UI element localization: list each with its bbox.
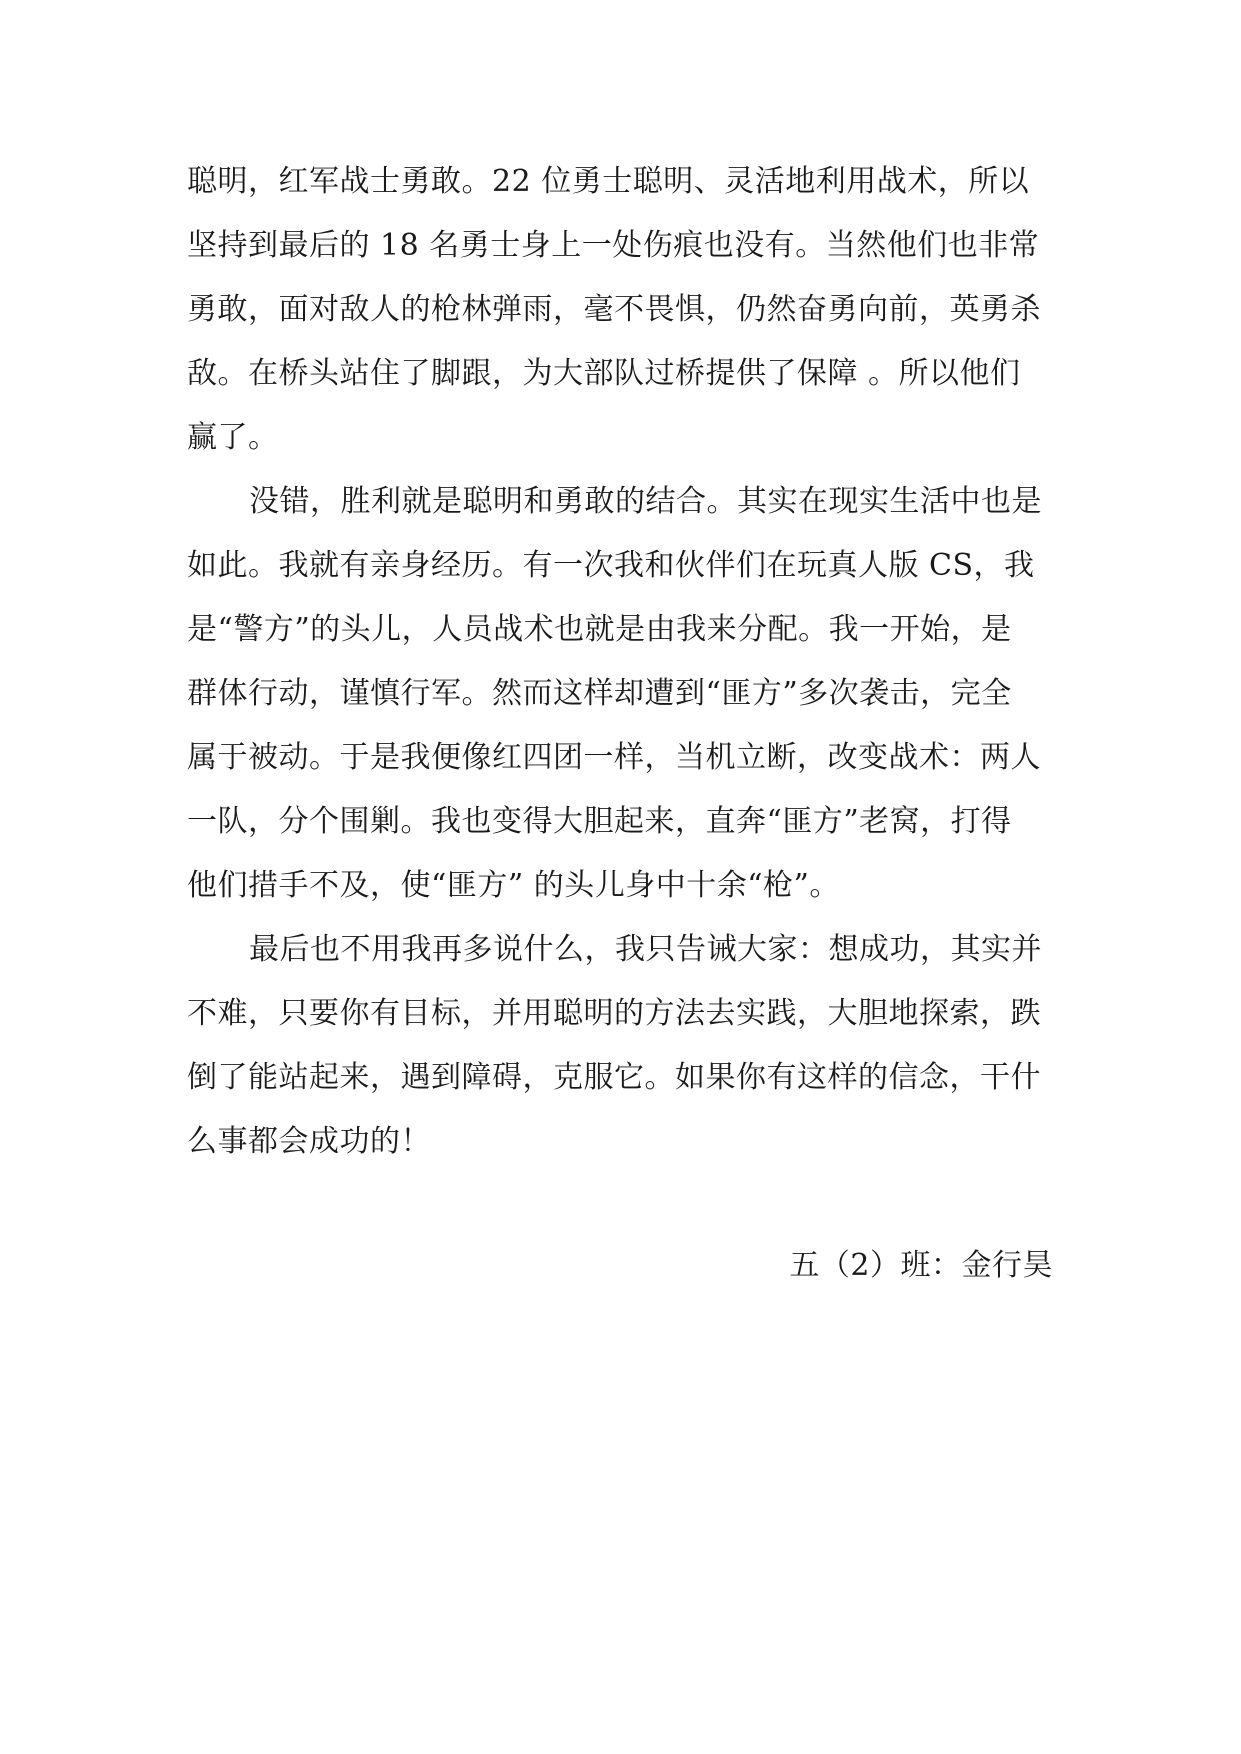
text-line: 是“警方”的头儿，人员战术也就是由我来分配。我一开始，是 bbox=[187, 612, 1012, 647]
text-line: 他们措手不及，使“匪方” 的头儿身中十余“枪”。 bbox=[187, 868, 840, 903]
text-line: 坚持到最后的 18 名勇士身上一处伤痕也没有。当然他们也非常 bbox=[187, 228, 1040, 263]
text-line: 属于被动。于是我便像红四团一样，当机立断，改变战术：两人 bbox=[187, 740, 1041, 775]
text-line: 一队，分个围剿。我也变得大胆起来，直奔“匪方”老窝，打得 bbox=[187, 804, 1012, 839]
text-line: 敌。在桥头站住了脚跟，为大部队过桥提供了保障 。所以他们 bbox=[187, 356, 1021, 391]
text-line: 群体行动，谨慎行军。然而这样却遭到“匪方”多次袭击，完全 bbox=[187, 676, 1012, 711]
text-line: 不难，只要你有目标，并用聪明的方法去实践，大胆地探索，跌 bbox=[187, 996, 1041, 1031]
text-line: 聪明，红军战士勇敢。22 位勇士聪明、灵活地利用战术，所以 bbox=[187, 164, 1030, 199]
text-line: 最后也不用我再多说什么，我只告诫大家：想成功，其实并 bbox=[249, 932, 1042, 967]
text-line: 赢了。 bbox=[187, 420, 279, 455]
text-line: 如此。我就有亲身经历。有一次我和伙伴们在玩真人版 CS，我 bbox=[187, 548, 1035, 583]
text-line: 倒了能站起来，遇到障碍，克服它。如果你有这样的信念，干什 bbox=[187, 1060, 1041, 1095]
text-line: 没错，胜利就是聪明和勇敢的结合。其实在现实生活中也是 bbox=[249, 484, 1042, 519]
paragraph-2 bbox=[187, 482, 1055, 930]
essay-body bbox=[187, 162, 1055, 1186]
text-line: 么事都会成功的！ bbox=[187, 1124, 431, 1159]
paragraph-1 bbox=[187, 162, 1055, 482]
paragraph-3 bbox=[187, 930, 1055, 1186]
text-line: 勇敢，面对敌人的枪林弹雨，毫不畏惧，仍然奋勇向前，英勇杀 bbox=[187, 292, 1041, 327]
author-signature: 五（2）班：金行昊 bbox=[789, 1248, 1053, 1283]
